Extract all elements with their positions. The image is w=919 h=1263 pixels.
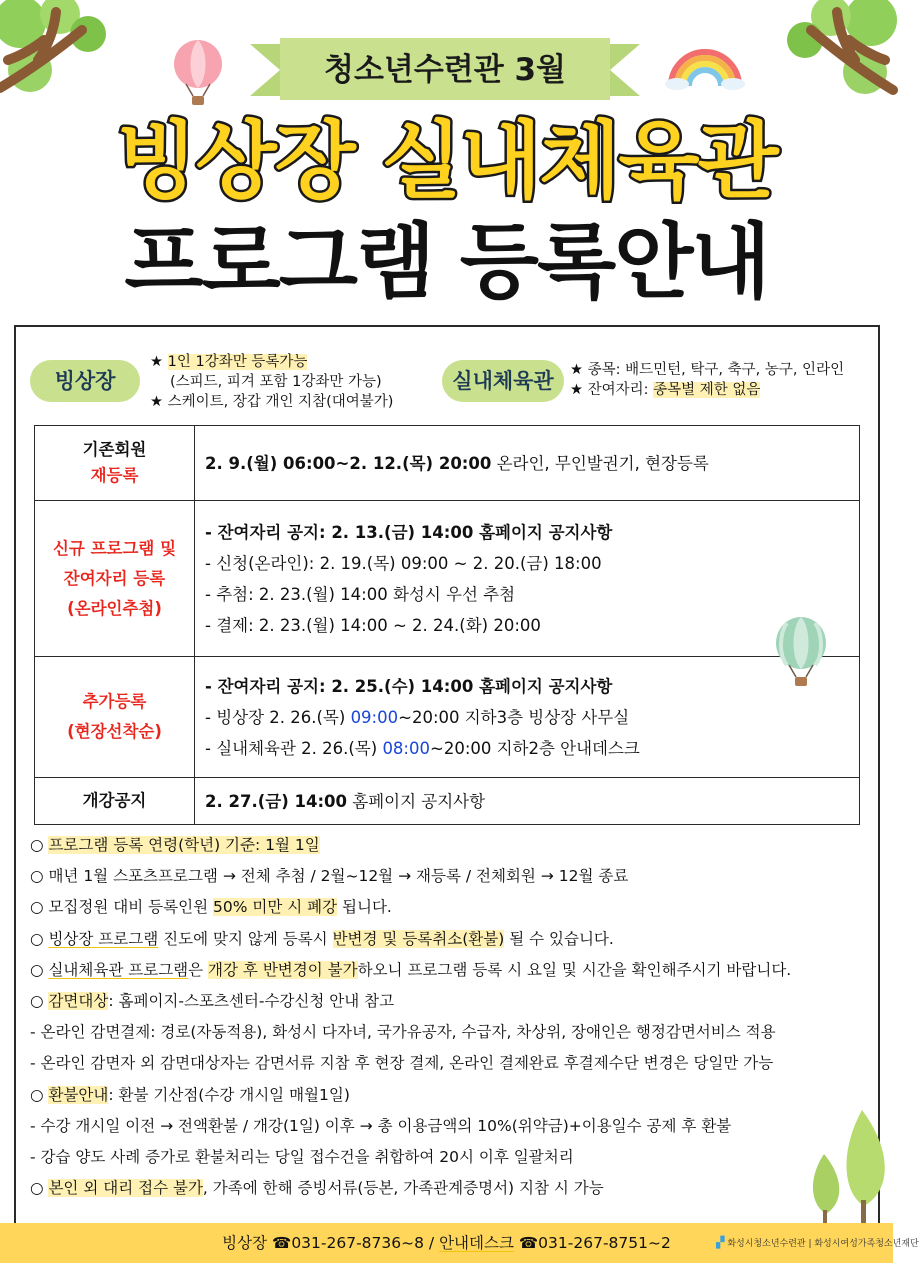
list-item: - 강습 양도 사례 증가로 환불처리는 당일 접수건을 취합하여 20시 이후 일괄처리: [30, 1147, 574, 1166]
row-label-additional: 추가등록 (현장선착순): [35, 657, 195, 778]
desk-phone: ☎031-267-8751~2: [518, 1234, 671, 1252]
organization-logo: ▞ 화성시청소년수련관 | 화성시여성가족청소년재단: [716, 1236, 919, 1249]
ice-rink-badge: 빙상장: [30, 360, 140, 402]
list-item: - 온라인 감면자 외 감면대상자는 감면서류 지참 후 현장 결제, 온라인 결제완료 후결제수단 변경은 당일만 가능: [30, 1054, 774, 1073]
table-row: [35, 657, 860, 778]
list-item: ○ 모집정원 대비 등록인원 50% 미만 시 폐강 됩니다.: [30, 898, 392, 917]
row-value-existing-member: 2. 9.(월) 06:00~2. 12.(목) 20:00 온라인, 무인발권기, 현장등록: [195, 426, 860, 501]
notice-list: [30, 830, 870, 1204]
ice-rink-note-3: ★ 스케이트, 장갑 개인 지참(대여불가): [150, 394, 394, 410]
list-item: ○ 환불안내: 환불 기산점(수강 개시일 매월1일): [30, 1085, 350, 1104]
list-item: - 온라인 감면결제: 경로(자동적용), 화성시 다자녀, 국가유공자, 수급자, 차상위, 장애인은 행정감면서비스 적용: [30, 1023, 776, 1042]
row-value-new-program: - 잔여자리 공지: 2. 13.(금) 14:00 홈페이지 공지사항 - 신청(온라인): 2. 19.(목) 09:00 ~ 2. 20.(금) 18:00 - 추첨: 2. 23.(월) 14:00 화성시 우선 추첨 - 결제: 2. 23.(월) 14:00 ~ 2. 24.(화) 20:00: [195, 501, 860, 657]
ice-rink-contact-label: 빙상장: [222, 1234, 268, 1252]
table-row: [35, 426, 860, 501]
desk-contact-label: 안내데스크: [439, 1234, 514, 1252]
tree-icon: [806, 1110, 892, 1223]
contact-info: 빙상장 ☎031-267-8736~8 / 안내데스크 ☎031-267-8751~2: [222, 1234, 671, 1252]
ice-rink-note-1: ★ 1인 1강좌만 등록가능: [150, 354, 308, 370]
gym-note-2: ★ 잔여자리: 종목별 제한 없음: [570, 382, 761, 398]
list-item: ○ 본인 외 대리 접수 불가, 가족에 한해 증빙서류(등본, 가족관계증명서) 지참 시 가능: [30, 1179, 604, 1198]
tree-branch-icon: [0, 0, 120, 120]
row-label-new-program: 신규 프로그램 및 잔여자리 등록 (온라인추첨): [35, 501, 195, 657]
gym-note-1: ★ 종목: 배드민턴, 탁구, 축구, 농구, 인라인: [570, 362, 845, 378]
poster-header: [0, 0, 893, 325]
row-label-opening: 개강공지: [35, 778, 195, 825]
gym-badge: 실내체육관: [442, 360, 564, 402]
tree-branch-icon: [775, 0, 893, 120]
subtitle: 청소년수련관 3월: [324, 52, 566, 88]
list-item: ○ 매년 1월 스포츠프로그램 → 전체 추첨 / 2월~12월 → 재등록 / 전체회원 → 12월 종료: [30, 867, 629, 886]
schedule-table: [34, 425, 860, 825]
ice-rink-note-2: (스피드, 피겨 포함 1강좌만 가능): [170, 374, 382, 390]
row-value-opening: 2. 27.(금) 14:00 홈페이지 공지사항: [195, 778, 860, 825]
list-item: ○ 실내체육관 프로그램은 개강 후 반변경이 불가하오니 프로그램 등록 시 요일 및 시간을 확인해주시기 바랍니다.: [30, 960, 792, 979]
hot-air-balloon-icon: [773, 617, 829, 689]
table-row: [35, 501, 860, 657]
ice-rink-phone: ☎031-267-8736~8: [272, 1234, 424, 1252]
row-label-existing-member: 기존회원 재등록: [35, 426, 195, 501]
title-line-2: 프로그램 등록안내: [124, 215, 769, 310]
list-item: ○ 프로그램 등록 연령(학년) 기준: 1월 1일: [30, 836, 320, 854]
list-item: ○ 빙상장 프로그램 진도에 맞지 않게 등록시 반변경 및 등록취소(환불) 될 수 있습니다.: [30, 929, 614, 948]
table-row: [35, 778, 860, 825]
title-line-1: 빙상장 실내체육관: [116, 112, 777, 210]
footer-bar: [0, 1223, 919, 1263]
logo-mark-icon: ▞: [716, 1236, 725, 1249]
hot-air-balloon-icon: [170, 40, 226, 108]
rainbow-icon: [665, 44, 745, 90]
list-item: - 수강 개시일 이전 → 전액환불 / 개강(1일) 이후 → 총 이용금액의 10%(위약금)+이용일수 공제 후 환불: [30, 1116, 732, 1135]
list-item: ○ 감면대상: 홈페이지-스포츠센터-수강신청 안내 참고: [30, 991, 395, 1010]
row-value-additional: - 잔여자리 공지: 2. 25.(수) 14:00 홈페이지 공지사항 - 빙상장 2. 26.(목) 09:00~20:00 지하3층 빙상장 사무실 - 실내체육관 2. 26.(목) 08:00~20:00 지하2층 안내데스크: [195, 657, 860, 778]
